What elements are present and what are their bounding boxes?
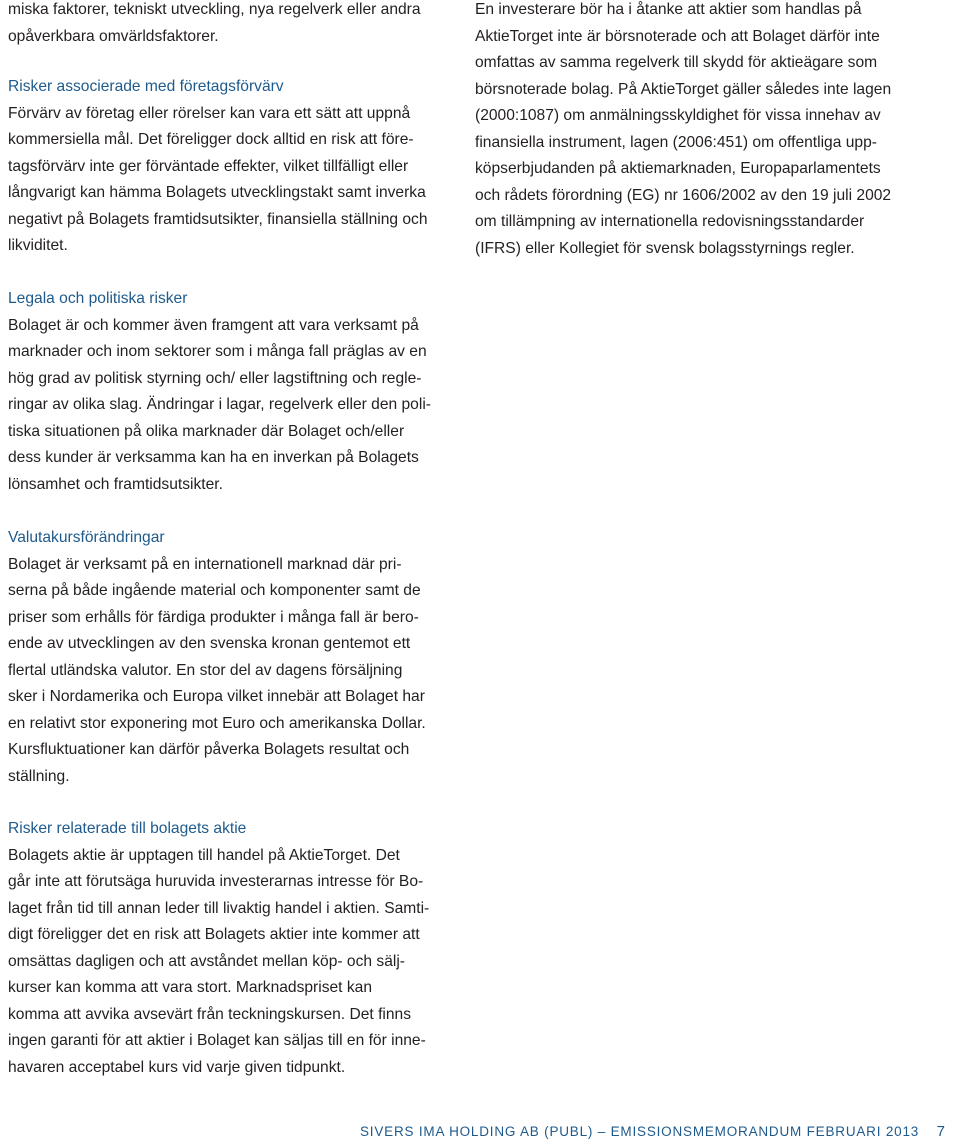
body-line: tagsförvärv inte ger förväntade effekter, vilket tillfälligt eller [8,157,409,175]
body-line: ringar av olika slag. Ändringar i lagar, regelverk eller den poli- [8,396,431,413]
footer-document-title: SIVERS IMA HOLDING AB (PUBL) – EMISSIONSMEMORANDUM FEBRUARI 2013 [360,1124,920,1139]
body-line: omfattas av samma regelverk till skydd för aktieägare som [475,54,878,71]
body-line: dess kunder är verksamma kan ha en inverkan på Bolagets [8,449,419,466]
section-legal-political-risks [8,286,456,498]
body-line: går inte att förutsäga huruvida investerarnas intresse för Bo- [8,873,424,890]
page-number: 7 [936,1123,945,1140]
section-currency-changes [8,525,456,790]
intro-line: opåverkbara omvärldsfaktorer. [8,27,219,45]
body-line: finansiella instrument, lagen (2006:451) om offentliga upp- [475,133,877,151]
body-line: Bolagets aktie är upptagen till handel på AktieTorget. Det [8,846,400,864]
body-line: ställning. [8,767,70,785]
intro-line: miska faktorer, tekniskt utveckling, nya regelverk eller andra [8,1,421,18]
section-share-risks [8,816,456,1081]
body-line: flertal utländska valutor. En stor del av dagens försäljning [8,661,403,679]
body-line: köpserbjudanden på aktiemarknaden, Europaparlamentets [475,160,881,177]
body-line: Bolaget är verksamt på en internationell marknad där pri- [8,555,402,573]
section-heading: Risker relaterade till bolagets aktie [8,820,247,837]
body-line: Bolaget är och kommer även framgent att vara verksamt på [8,316,419,334]
body-line: En investerare bör ha i åtanke att aktier som handlas på [475,1,862,18]
body-line: kurser kan komma att vara stort. Marknadspriset kan [8,979,372,996]
body-line: kommersiella mål. Det föreligger dock alltid en risk att före- [8,131,414,148]
body-line: negativt på Bolagets framtidsutsikter, finansiella ställning och [8,210,428,228]
body-line: laget från tid till annan leder till livaktig handel i aktien. Samti- [8,899,430,917]
body-line: om tillämpning av internationella redovisningsstandarder [475,213,865,230]
body-line: digt föreligger det en risk att Bolagets aktier inte kommer att [8,926,420,943]
body-line: komma att avvika avsevärt från teckningskursen. Det finns [8,1005,412,1023]
body-line: ingen garanti för att aktier i Bolaget kan säljas till en för inne- [8,1032,426,1049]
section-heading: Risker associerade med företagsförvärv [8,78,284,95]
body-line: långvarigt kan hämma Bolagets utvecklingstakt samt inverka [8,184,426,201]
body-line: AktieTorget inte är börsnoterade och att Bolaget därför inte [475,27,880,45]
body-line: havaren acceptabel kurs vid varje given tidpunkt. [8,1058,346,1076]
body-line: marknader och inom sektorer som i många fall präglas av en [8,343,427,360]
page-footer [360,1124,945,1144]
section-heading: Legala och politiska risker [8,290,188,307]
body-line: ende av utvecklingen av den svenska kronan gentemot ett [8,635,411,652]
body-line: omsättas dagligen och att avståndet mellan köp- och sälj- [8,952,405,970]
body-line: serna på både ingående material och komponenter samt de [8,582,421,599]
body-line: likviditet. [8,237,68,254]
body-line: Förvärv av företag eller rörelser kan vara ett sätt att uppnå [8,104,411,122]
body-line: priser som erhålls för färdiga produkter i många fall är bero- [8,608,419,626]
body-line: Kursfluktuationer kan därför påverka Bolagets resultat och [8,741,410,758]
body-line: en relativt stor exponering mot Euro och amerikanska Dollar. [8,714,426,732]
body-line: tiska situationen på olika marknader där Bolaget och/eller [8,422,405,440]
intro-paragraph [8,0,456,50]
body-line: och rådets förordning (EG) nr 1606/2002 av den 19 juli 2002 [475,186,892,204]
body-line: lönsamhet och framtidsutsikter. [8,475,223,493]
body-line: (2000:1087) om anmälningsskyldighet för vissa innehav av [475,107,881,124]
body-line: hög grad av politisk styrning och/ eller lagstiftning och regle- [8,369,422,387]
body-line: börsnoterade bolag. På AktieTorget gäller således inte lagen [475,80,892,98]
section-heading: Valutakursförändringar [8,529,165,546]
body-line: sker i Nordamerika och Europa vilket innebär att Bolaget har [8,688,425,705]
aktietorget-paragraph [475,0,945,262]
section-acquisition-risks [8,74,456,260]
body-line: (IFRS) eller Kollegiet för svensk bolagsstyrnings regler. [475,239,855,257]
